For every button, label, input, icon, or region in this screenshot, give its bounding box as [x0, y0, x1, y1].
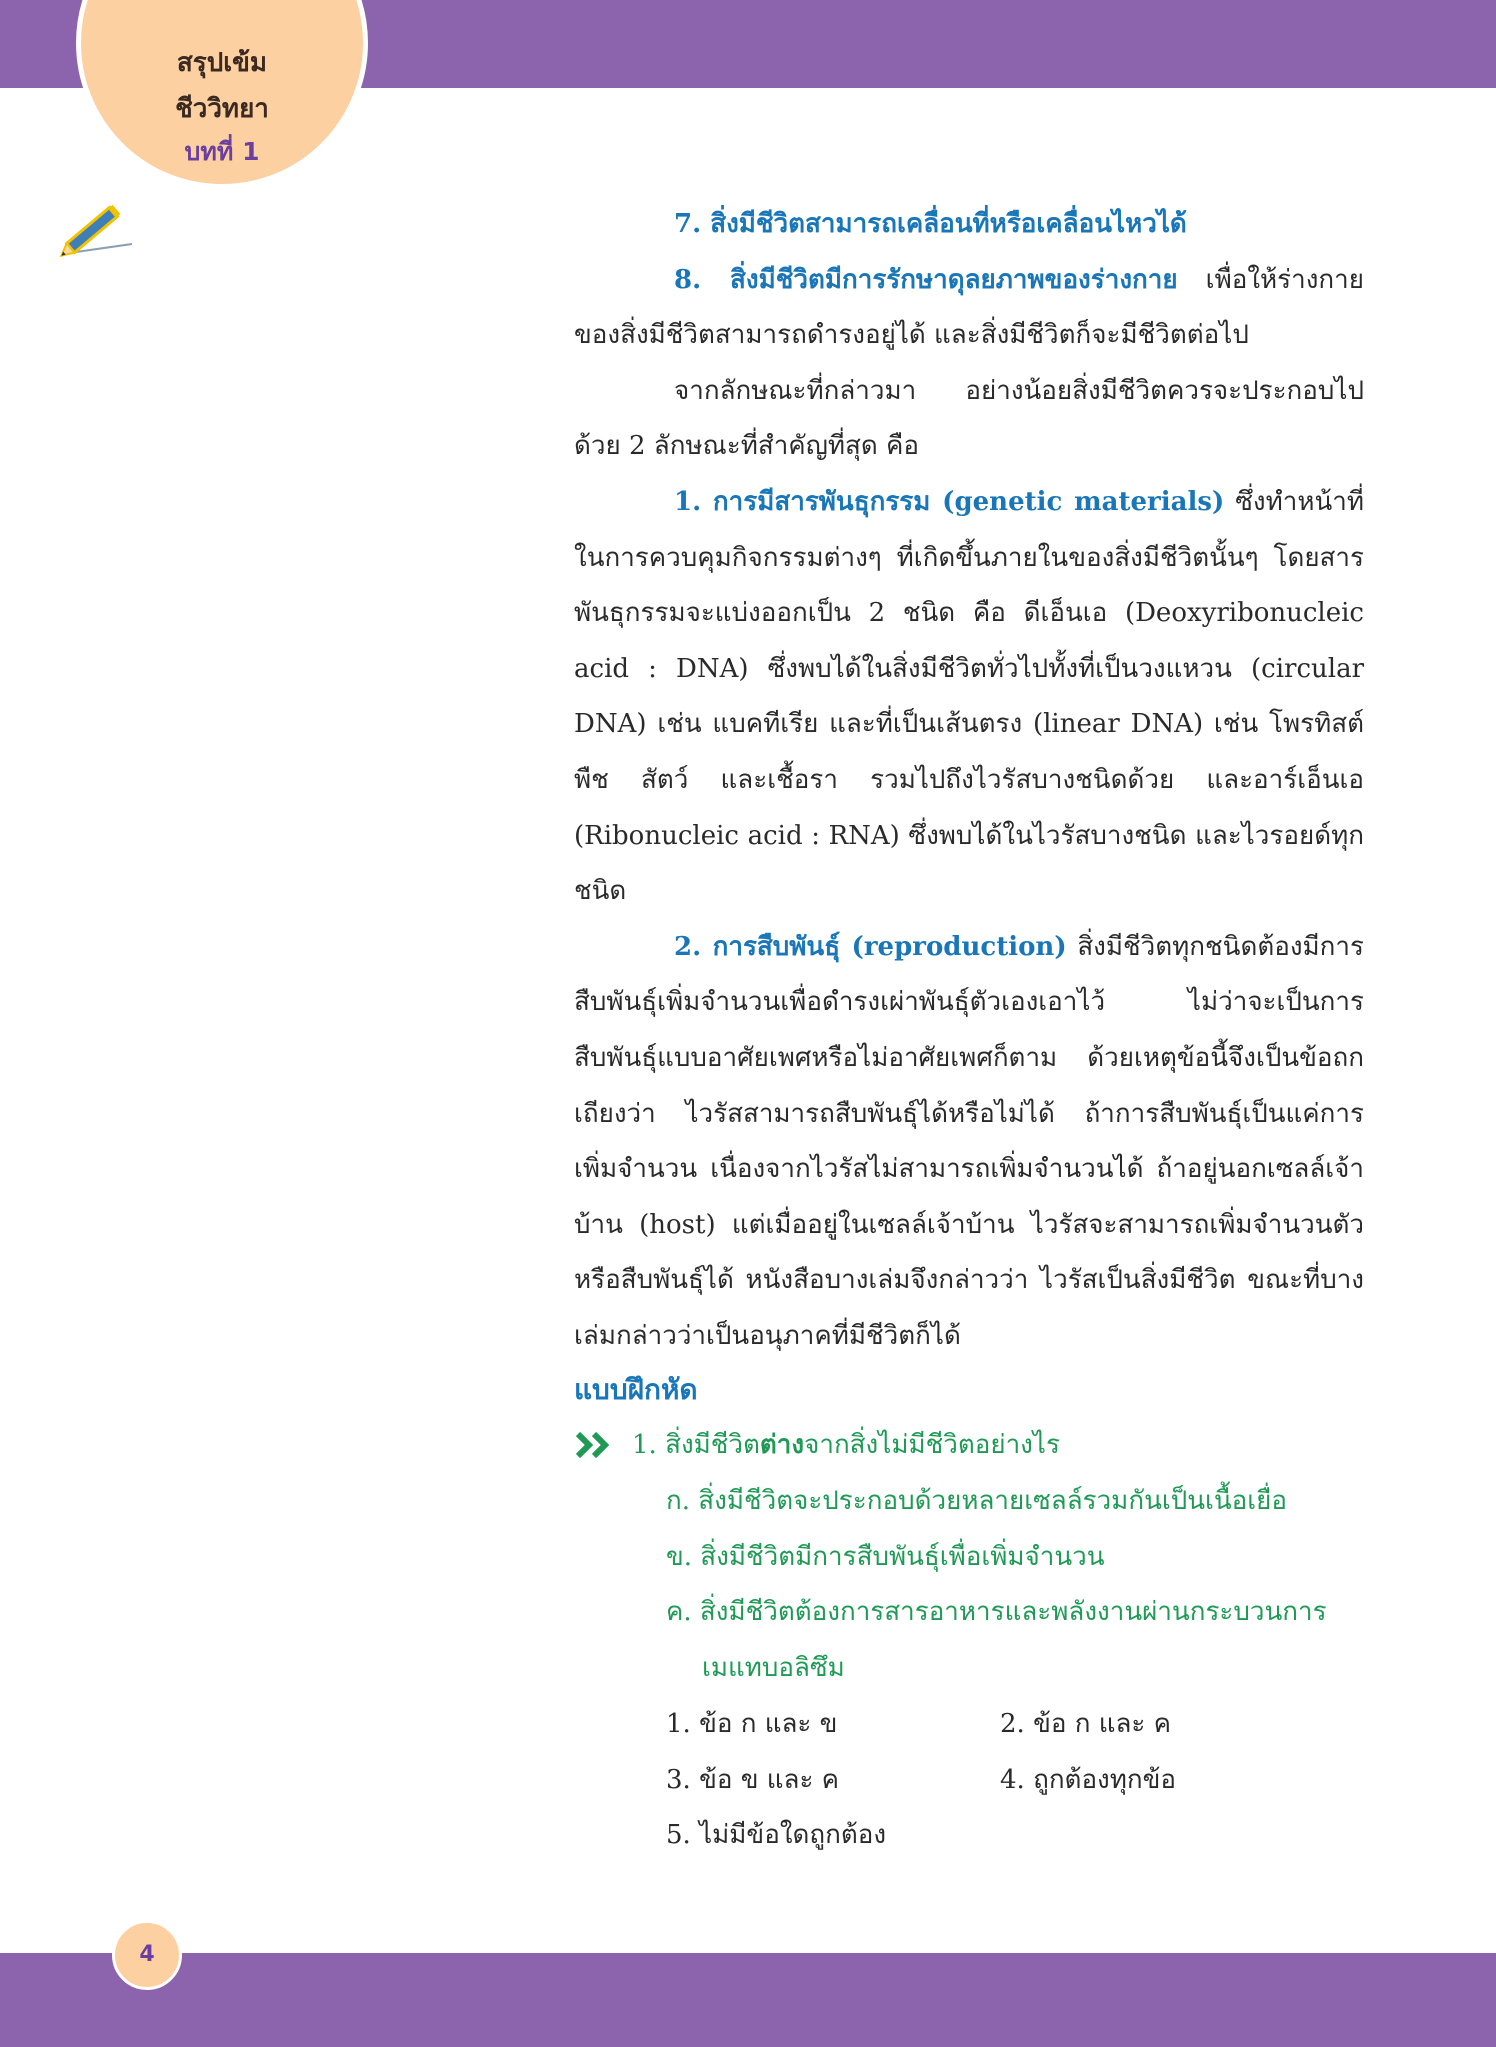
double-chevron-icon	[574, 1430, 614, 1460]
statement-c-continued: เมแทบอลิซึม	[702, 1652, 845, 1683]
genetic-materials-heading: 1. การมีสารพันธุกรรม (genetic materials)	[674, 486, 1225, 517]
question-1-stem	[632, 1418, 1060, 1474]
main-text	[574, 197, 1364, 1364]
pencil-icon	[52, 196, 136, 260]
question-number: 1.	[632, 1430, 657, 1460]
choice-3: 3. ข้อ ข และ ค	[666, 1764, 840, 1795]
exercise-title: แบบฝึกหัด	[574, 1373, 698, 1406]
choice-2: 2. ข้อ ก และ ค	[1000, 1709, 1172, 1739]
answer-choices	[666, 1697, 1366, 1864]
page-number: 4	[112, 1920, 182, 1990]
statement-c: ค. สิ่งมีชีวิตต้องการสารอาหารและพลังงานผ่านกระบวนการ	[666, 1597, 1327, 1628]
point-7-heading: 7. สิ่งมีชีวิตสามารถเคลื่อนที่หรือเคลื่อนไหวได้	[674, 209, 1187, 239]
badge-chapter-label: บทที่ 1	[184, 137, 260, 166]
genetic-materials-text: ซึ่งทำหน้าที่ในการควบคุมกิจกรรมต่างๆ ที่เกิดขึ้นภายในของสิ่งมีชีวิตนั้นๆ โดยสารพันธุกรรมจะแบ่งออกเป็น 2 ชนิด คือ ดีเอ็นเอ (Deoxyribonucleic acid : DNA) ซึ่งพบได้ในสิ่งมีชีวิตทั่วไปทั้งที่เป็นวงแหวน (circular DNA) เช่น แบคทีเรีย และที่เป็นเส้นตรง (linear DNA) เช่น โพรทิสต์ พืช สัตว์ และเชื้อรา รวมไปถึงไวรัสบางชนิดด้วย และอาร์เอ็นเอ (Ribonucleic acid : RNA) ซึ่งพบได้ในไวรัสบางชนิด และไวรอยด์ทุกชนิด	[574, 486, 1364, 907]
question-text-emphasis: ต่าง	[759, 1430, 805, 1460]
statement-a: ก. สิ่งมีชีวิตจะประกอบด้วยหลายเซลล์รวมกันเป็นเนื้อเยื่อ	[666, 1486, 1288, 1516]
footer-band	[0, 1953, 1496, 2047]
question-text-pre: สิ่งมีชีวิต	[665, 1430, 760, 1460]
choice-1: 1. ข้อ ก และ ข	[666, 1709, 838, 1739]
reproduction-heading: 2. การสืบพันธุ์ (reproduction)	[674, 931, 1067, 962]
point-8-text: เพื่อให้ร่างกายของสิ่งมีชีวิตสามารถดำรงอยู่ได้ และสิ่งมีชีวิตก็จะมีชีวิตต่อไป	[574, 264, 1364, 351]
badge-line-2: ชีววิทยา	[175, 94, 269, 124]
reproduction-text: สิ่งมีชีวิตทุกชนิดต้องมีการสืบพันธุ์เพิ่มจำนวนเพื่อดำรงเผ่าพันธุ์ตัวเองเอาไว้ ไม่ว่าจะเป็นการสืบพันธุ์แบบอาศัยเพศหรือไม่อาศัยเพศก็ตาม ด้วยเหตุข้อนี้จึงเป็นข้อถกเถียงว่า ไวรัสสามารถสืบพันธุ์ได้หรือไม่ได้ ถ้าการสืบพันธุ์เป็นแค่การเพิ่มจำนวน เนื่องจากไวรัสไม่สามารถเพิ่มจำนวนได้ ถ้าอยู่นอกเซลล์เจ้าบ้าน (host) แต่เมื่ออยู่ในเซลล์เจ้าบ้าน ไวรัสจะสามารถเพิ่มจำนวนตัวหรือสืบพันธุ์ได้ หนังสือบางเล่มจึงกล่าวว่า ไวรัสเป็นสิ่งมีชีวิต ขณะที่บางเล่มกล่าวว่าเป็นอนุภาคที่มีชีวิตก็ได้	[574, 931, 1364, 1351]
chapter-badge-text	[76, 40, 368, 172]
question-1-statements	[666, 1474, 1366, 1696]
statement-b: ข. สิ่งมีชีวิตมีการสืบพันธุ์เพื่อเพิ่มจำนวน	[666, 1541, 1105, 1572]
question-text-post: จากสิ่งไม่มีชีวิตอย่างไร	[804, 1430, 1060, 1460]
intro-paragraph: จากลักษณะที่กล่าวมา อย่างน้อยสิ่งมีชีวิตควรจะประกอบไปด้วย 2 ลักษณะที่สำคัญที่สุด คือ	[574, 375, 1364, 462]
badge-line-1: สรุปเข้ม	[176, 48, 268, 78]
choice-4: 4. ถูกต้องทุกข้อ	[1000, 1764, 1177, 1795]
choice-5: 5. ไม่มีข้อใดถูกต้อง	[666, 1820, 887, 1851]
point-8-heading: 8. สิ่งมีชีวิตมีการรักษาดุลยภาพของร่างกาย	[674, 264, 1178, 295]
